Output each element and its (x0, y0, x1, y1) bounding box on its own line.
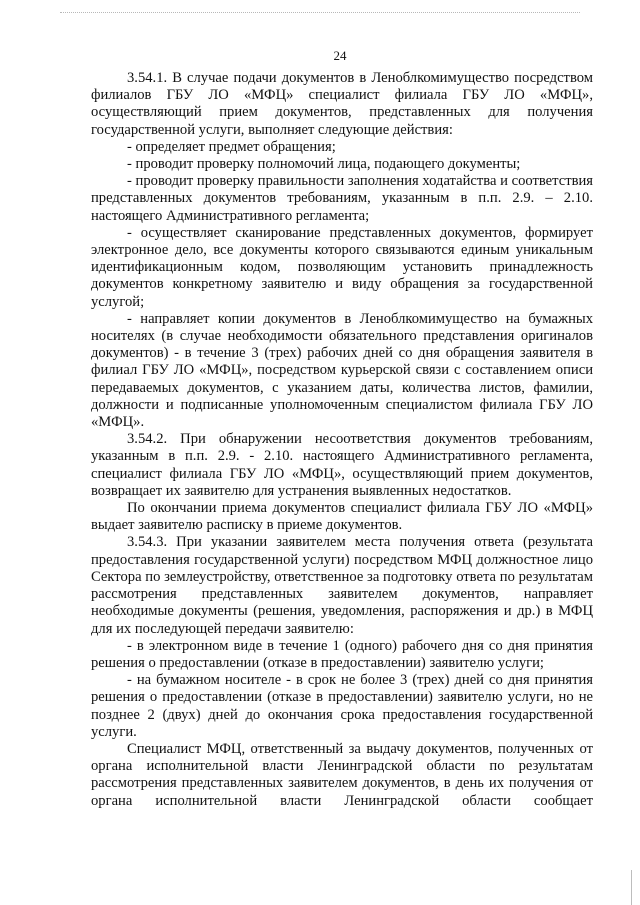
list-item-electronic: - в электронном виде в течение 1 (одного) рабочего дня со дня принятия решения о предоставлении (отказе в предоставлении) заявителю услуги; (91, 637, 593, 671)
list-item-authority-check: - проводит проверку полномочий лица, подающего документы; (127, 156, 521, 173)
document-body (91, 70, 593, 810)
list-item-send-copies: - направляет копии документов в Леноблкомимущество на бумажных носителях (в случае необходимости обязательного представления оригиналов документов) - в течение 3 (трех) рабочих дней со дня обращения заявителя в филиал ГБУ ЛО «МФЦ», посредством курьерской связи с составлением описи передаваемых документов, с указанием даты, количества листов, фамилии, должности и подписанные уполномоченным специалистом филиала ГБУ ЛО «МФЦ». (91, 310, 593, 431)
list-item-subject: - определяет предмет обращения; (127, 138, 336, 155)
paragraph-receipt: По окончании приема документов специалист филиала ГБУ ЛО «МФЦ» выдает заявителю расписку в приеме документов. (91, 500, 593, 534)
page-number: 24 (333, 48, 347, 63)
paragraph-3-54-2: 3.54.2. При обнаружении несоответствия документов требованиям, указанным в п.п. 2.9. - 2.10. настоящего Административного регламента, специалист филиала ГБУ ЛО «МФЦ», осуществляющий прием документов, возвращает их заявителю для устранения выявленных недостатков. (91, 431, 593, 499)
list-item-scanning: - осуществляет сканирование представленных документов, формирует электронное дело, все документы которого связываются единым уникальным идентификационным кодом, позволяющим установить принадлежность документов конкретному заявителю и виду обращения за государственной услугой; (91, 224, 593, 310)
paragraph-mfc-specialist: Специалист МФЦ, ответственный за выдачу документов, полученных от органа исполнительной власти Ленинградской области по результатам рассмотрения представленных заявителем документов, в день их получения от органа исполнительной власти Ленинградской области сообщает (91, 740, 593, 809)
list-item-paper: - на бумажном носителе - в срок не более 3 (трех) дней со дня принятия решения о предоставлении (отказе в предоставлении) заявителю услуги, но не позднее 2 (двух) дней до окончания срока предоставления государственной услуги. (91, 672, 593, 740)
scan-artifact-right (631, 870, 640, 905)
paragraph-3-54-3: 3.54.3. При указании заявителем места получения ответа (результата предоставления государственной услуги) посредством МФЦ должностное лицо Сектора по землеустройству, ответственное за подготовку ответа по результатам рассмотрения представленных заявителем документов, направляет необходимые документы (решения, уведомления, распоряжения и др.) в МФЦ для их последующей передачи заявителю: (91, 534, 593, 637)
scan-artifact-top (60, 12, 580, 17)
paragraph-3-54-1: 3.54.1. В случае подачи документов в Леноблкомимущество посредством филиалов ГБУ ЛО «МФЦ» специалист филиала ГБУ ЛО «МФЦ», осуществляющий прием документов, представленных для получения государственной услуги, выполняет следующие действия: (91, 70, 593, 138)
list-item-correctness-check: - проводит проверку правильности заполнения ходатайства и соответствия представленных документов требованиям, указанным в п.п. 2.9. – 2.10. настоящего Административного регламента; (91, 173, 593, 224)
